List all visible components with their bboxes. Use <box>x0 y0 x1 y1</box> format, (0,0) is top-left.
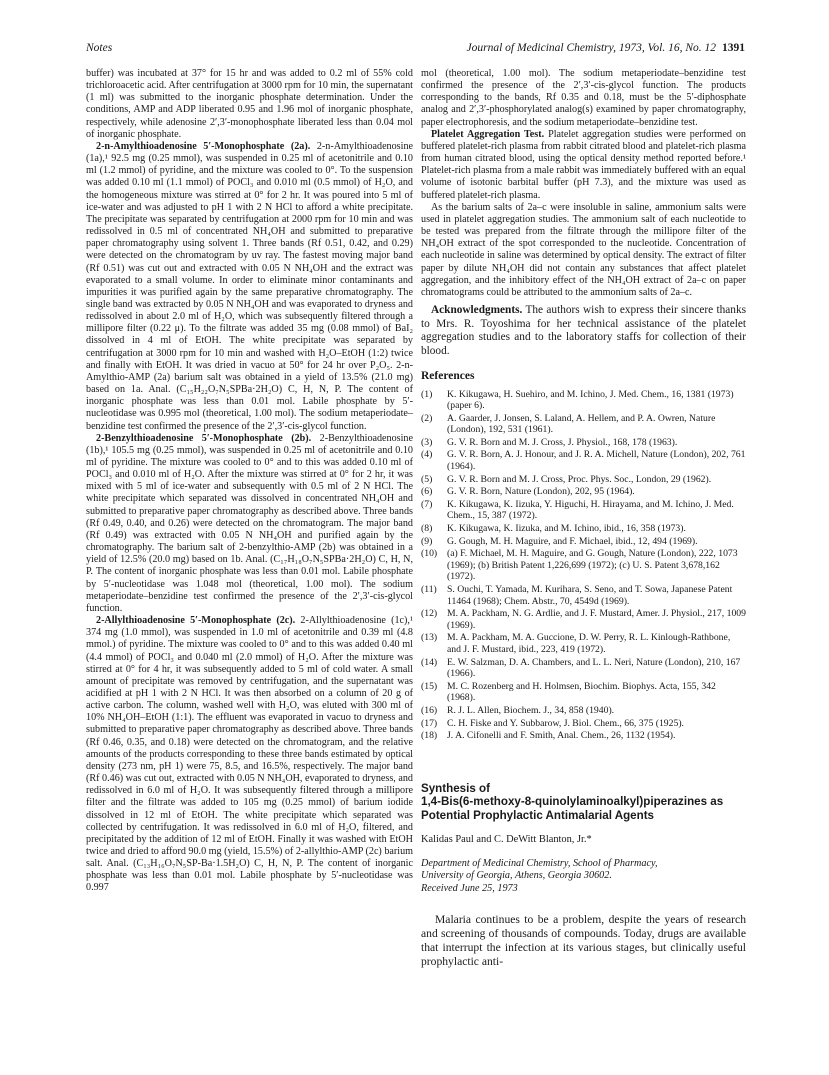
article-title-line-1: Synthesis of <box>421 781 490 795</box>
paragraph-2b-body: 2-Benzylthioadenosine (1b),¹ 105.5 mg (0.25 mmol), was suspended in 0.25 ml of acetonitrile and 0.10 ml of pyridine. The mixture was cooled to 0° and to this was added 0.10 ml of POCl₃ and 0.010 ml of H₂O. After the mixture was stirred at 0° for 2 hr, it was mixed with 5 ml of ice-water and subsequently with 0.5 ml of 2 N HCl. The white precipitate which separated was dissolved in concentrated NH₄OH and submitted to preparative paper chromatography as described above. Three bands (Rf 0.49, 0.40, and 0.26) were detected on the chromatogram. The major band (Rf 0.49) was extracted with 0.05 N NH₄OH and purified again by the chromatography. The barium salt of 2-benzylthio-AMP (2b) was obtained in a yield of 12.5% (20.0 mg) based on 1b. Anal. (C₁₇H₁₈O₇N₅SPBa·2H₂O) C, H, N, P. The content of inorganic phosphate was less than 0.01 mol. Labile phosphate by 5′-nucleotidase was 1.048 mol (theoretical, 1.00 mol). The sodium metaperiodate–benzidine test confirmed the presence of the 2′,3′-cis-glycol function. <box>86 432 413 614</box>
reference-item <box>421 499 746 522</box>
references-heading: References <box>421 370 475 383</box>
reference-number: (18) <box>421 730 438 742</box>
reference-number: (13) <box>421 632 438 644</box>
reference-number: (17) <box>421 717 438 729</box>
reference-item <box>421 389 746 412</box>
left-column <box>86 68 413 895</box>
reference-item <box>421 608 746 631</box>
reference-text: R. J. L. Allen, Biochem. J., 34, 858 (1940). <box>447 704 615 716</box>
reference-item <box>421 632 746 655</box>
page-number: 1391 <box>722 42 745 54</box>
paragraph-platelet-body: Platelet aggregation studies were performed on buffered platelet-rich plasma from rabbit citrated blood and platelet-rich plasma from human citrated blood, using the optical density method reported before.¹ Platelet-rich plasma from a male rabbit was immediately buffered with an equal volume of isotonic barbital buffer (pH 7.3), and the mixture was used as buffered platelet-rich plasma. <box>421 128 746 201</box>
right-column <box>421 68 746 970</box>
reference-item <box>421 523 746 535</box>
paragraph-2a-body: 2-n-Amylthioadenosine (1a),¹ 92.5 mg (0.25 mmol), was suspended in 0.25 ml of acetonitrile and 0.10 ml (1.2 mmol) of pyridine, and the mixture was cooled to 0°. To the suspension was added 0.10 ml (1.1 mmol) of POCl₃ and 0.010 ml (0.5 mmol) of H₂O, and the homogeneous mixture was stirred at 0° for 2 hr. It was poured into 5 ml of ice-water and was adjusted to pH 1 with 2 N HCl to afford a white precipitate. The precipitate was separated by centrifugation at 2000 rpm for 10 min and was redissolved in 0.5 ml of concentrated NH₄OH and submitted to preparative paper chromatography using solvent 1. Three bands (Rf 0.51, 0.42, and 0.29) were detected on the chromatogram by uv ray. The fastest moving major band (Rf 0.51) was cut out and extracted with 0.05 N NH₄OH and the extract was evaporated to a small volume. In order to eliminate minor contaminants and impurities it was purified again by the same preparative chromatography. The single band was extracted by 0.05 N NH₄OH and was evaporated to dryness and redissolved in about 2.0 ml of H₂O, which was subsequently filtered through a millipore filter (0.22 μ). To the filtrate was added 35 mg (0.08 mmol) of BaI₂ dissolved in 4 ml of EtOH. The white precipitate was separated by centrifugation at 3000 rpm for 10 min and washed with H₂O–EtOH (1:2) twice and finally with EtOH. It was dried in vacuo at 50° for 24 hr over P₂O₅. 2-n-Amylthio-AMP (2a) barium salt was obtained in a yield of 13.5% (21.0 mg) based on 1a. Anal. (C₁₅H₂₂O₇N₅SPBa·2H₂O) C, H, N, P. The content of inorganic phosphate was less than 0.01 mol. Labile phosphate by 5′-nucleotidase was 0.995 mol (theoretical, 1.00 mol). The sodium metaperiodate–benzidine test confirmed the presence of the 2′,3′-cis-glycol function. <box>86 140 413 432</box>
acknowledgments-heading: Acknowledgments. <box>431 303 523 316</box>
journal-name: Journal of Medicinal Chemistry, 1973, Vol. 16, No. 12 <box>466 42 716 54</box>
reference-item <box>421 449 746 472</box>
reference-item <box>421 681 746 704</box>
article-authors: Kalidas Paul and C. DeWitt Blanton, Jr.* <box>421 833 592 845</box>
reference-text: G. V. R. Born and M. J. Cross, Proc. Phys. Soc., London, 29 (1962). <box>447 473 712 485</box>
reference-number: (5) <box>421 473 433 485</box>
reference-item <box>421 413 746 436</box>
reference-item <box>421 657 746 680</box>
article-affiliation <box>421 858 746 895</box>
paragraph-2b <box>86 433 413 615</box>
section-label: Notes <box>86 42 113 54</box>
reference-text: G. Gough, M. H. Maguire, and F. Michael, ibid., 12, 494 (1969). <box>447 535 698 547</box>
reference-text: C. H. Fiske and Y. Subbarow, J. Biol. Chem., 66, 375 (1925). <box>447 717 684 729</box>
article-title-line-2: 1,4-Bis(6-methoxy-8-quinolylaminoalkyl)piperazines as <box>421 795 724 809</box>
acknowledgments-body: The authors wish to express their sincere thanks to Mrs. R. Toyoshima for her technical assistance of the platelet aggregation studies and to the laboratory staffs for collection of their blood. <box>421 303 746 357</box>
received-date: Received June 25, 1973 <box>421 882 518 894</box>
reference-text: M. C. Rozenberg and H. Holmsen, Biochim. Biophys. Acta, 155, 342 (1968). <box>447 680 716 704</box>
affiliation-line-1: Department of Medicinal Chemistry, School of Pharmacy, <box>421 858 658 870</box>
reference-number: (7) <box>421 498 433 510</box>
reference-text: G. V. R. Born, A. J. Honour, and J. R. A. Michell, Nature (London), 202, 761 (1964). <box>447 449 746 473</box>
reference-item <box>421 718 746 730</box>
affiliation-line-2: University of Georgia, Athens, Georgia 30602. <box>421 870 612 882</box>
reference-item <box>421 705 746 717</box>
reference-item <box>421 536 746 548</box>
paragraph-barium-salts: As the barium salts of 2a–c were insoluble in saline, ammonium salts were used in platelet aggregation studies. The ammonium salt of each nucleotide to be tested was prepared from the filtrate through the millipore filter of the NH₄OH extract of the spot corresponded to the nucleotide. Concentration of each nucleotide in saline was determined by optical density. The extract of filter paper by dilute NH₄OH did not contain any substances that affect platelet aggregation, and the inhibitory effect of the NH₄OH extract of 2a–c on paper chromatograms could be attributed to the ammonium salts of 2a–c. <box>421 201 746 298</box>
running-header <box>86 42 745 58</box>
paragraph-platelet-test <box>421 129 746 202</box>
reference-number: (2) <box>421 412 433 424</box>
article-intro: Malaria continues to be a problem, despite the years of research and screening of thousands of compounds. Today, drugs are available that interrupt the infection at its various stages, but clinically useful prophylactic anti- <box>421 912 746 969</box>
run-in-heading-platelet: Platelet Aggregation Test. <box>431 128 545 140</box>
reference-text: K. Kikugawa, K. Iizuka, and M. Ichino, ibid., 16, 358 (1973). <box>447 523 686 535</box>
reference-text: G. V. R. Born, Nature (London), 202, 95 (1964). <box>447 486 635 498</box>
reference-item <box>421 474 746 486</box>
reference-item <box>421 486 746 498</box>
reference-text: K. Kikugawa, H. Suehiro, and M. Ichino, J. Med. Chem., 16, 1381 (1973) (paper 6). <box>447 388 734 412</box>
reference-text: G. V. R. Born and M. J. Cross, J. Physiol., 168, 178 (1963). <box>447 436 678 448</box>
reference-text: (a) F. Michael, M. H. Maguire, and G. Gough, Nature (London), 222, 1073 (1969); (b) British Patent 1,226,699 (1972); (c) U. S. Patent 3,678,162 (1972). <box>447 548 738 583</box>
paragraph-2a <box>86 141 413 433</box>
reference-list <box>421 389 746 742</box>
reference-text: S. Ouchi, T. Yamada, M. Kurihara, S. Seno, and T. Sowa, Japanese Patent 11464 (1968); Chem. Abstr., 70, 4549d (1969). <box>447 584 733 607</box>
article-title <box>421 782 746 822</box>
reference-number: (15) <box>421 680 438 692</box>
reference-number: (14) <box>421 656 438 668</box>
run-in-heading-2a: 2-n-Amylthioadenosine 5′-Monophosphate (2a). <box>96 140 311 152</box>
reference-number: (12) <box>421 608 438 620</box>
reference-item <box>421 437 746 449</box>
reference-number: (4) <box>421 449 433 461</box>
reference-number: (9) <box>421 535 433 547</box>
reference-item <box>421 548 746 583</box>
run-in-heading-2b: 2-Benzylthioadenosine 5′-Monophosphate (2b). <box>96 432 312 444</box>
reference-number: (1) <box>421 388 433 400</box>
reference-number: (10) <box>421 548 438 560</box>
reference-number: (8) <box>421 523 433 535</box>
reference-text: A. Gaarder, J. Jonsen, S. Laland, A. Hellem, and P. A. Owren, Nature (London), 192, 531 (1961). <box>447 412 716 436</box>
run-in-heading-2c: 2-Allylthioadenosine 5′-Monophosphate (2c). <box>96 615 296 627</box>
reference-text: M. A. Packham, M. A. Guccione, D. W. Perry, R. L. Kinlough-Rathbone, and J. F. Mustard, ibid., 223, 419 (1972). <box>447 632 731 655</box>
reference-item <box>421 730 746 742</box>
reference-text: M. A. Packham, N. G. Ardlie, and J. F. Mustard, Amer. J. Physiol., 217, 1009 (1969). <box>447 608 746 631</box>
acknowledgments <box>421 304 746 358</box>
reference-text: J. A. Cifonelli and F. Smith, Anal. Chem., 26, 1132 (1954). <box>447 730 676 742</box>
reference-number: (3) <box>421 436 433 448</box>
article-title-line-3: Potential Prophylactic Antimalarial Agents <box>421 808 655 822</box>
paragraph-continuation: buffer) was incubated at 37° for 15 hr and was added to 0.2 ml of 55% cold trichloroacetic acid. After centrifugation at 3000 rpm for 10 min, the supernatant (1 ml) was submitted to the inorganic phosphate determination. Under the conditions, AMP and ADP liberated 0.95 and 1.96 mol of inorganic phosphate, respectively, while adenosine 2′,3′-monophosphate liberated less than 0.04 mol of inorganic phosphate. <box>86 68 413 140</box>
reference-text: K. Kikugawa, K. Iizuka, Y. Higuchi, H. Hirayama, and M. Ichino, J. Med. Chem., 15, 387 (1972). <box>447 498 734 522</box>
reference-item <box>421 584 746 607</box>
paragraph-2c <box>86 615 413 895</box>
paragraph-continuation-right: mol (theoretical, 1.00 mol). The sodium metaperiodate–benzidine test confirmed the presence of the 2′,3′-cis-glycol function. The products corresponding to the bands, Rf 0.35 and 0.18, must be the 5′-diphosphate analog and 2′,3′-phosphorylated analog(s) examined by paper chromatography, paper electrophoresis, and the sodium metaperiodate–benzidine test. <box>421 68 746 128</box>
reference-number: (11) <box>421 584 437 595</box>
reference-number: (6) <box>421 486 433 498</box>
journal-citation <box>467 42 745 54</box>
paragraph-2c-body: 2-Allylthioadenosine (1c),¹ 374 mg (1.0 mmol), was suspended in 1.0 ml of acetonitrile and 0.39 ml (4.8 mmol.) of pyridine. The mixture was cooled to 0° and to this was added 0.40 ml (4.4 mmol) of POCl₃ and 0.040 ml (2.0 mmol) of H₂O. After the mixture was stirred at 0° for 4 hr, it was subsequently added to 5 ml of cold water. A small amount of precipitate was removed by centrifugation, and the supernatant was acidified at pH 1 with 2 N HCl. It was then absorbed on a column of 20 g of active carbon. The column, washed well with H₂O, was eluted with 300 ml of 10% NH₄OH–EtOH (1:1). The effluent was evaporated in vacuo to dryness and submitted to preparative paper chromatography as described above. Three bands (Rf 0.46, 0.35, and 0.18) were detected on the chromatogram, and the relative amounts of the products corresponding to these three bands estimated by optical density (273 nm, pH 1) were 75, 8.5, and 16.5%, respectively. The major band (Rf 0.46) was cut out, extracted with 0.05 N NH₄OH, evaporated to dryness, and redissolved in 6.0 ml of H₂O. It was subsequently filtered through a millipore filter and the filtrate was added to 105 mg (0.25 mmol) of barium iodide dissolved in 12 ml of EtOH. The white precipitate which separated was collected by centrifugation. It was redissolved in 6.0 ml of H₂O, filtered, and precipitated by the addition of 12 ml of EtOH. Finally it was washed with EtOH twice and dried to afford 90.0 mg (yield, 15.5%) of 2-allylthio-AMP (2c) barium salt. Anal. (C₁₃H₁₆O₇N₅SP-Ba·1.5H₂O) C, H, N, P. The content of inorganic phosphate was less than 0.01 mol. Labile phosphate by 5′-nucleotidase was 0.997 <box>86 615 414 894</box>
reference-number: (16) <box>421 704 438 716</box>
reference-text: E. W. Salzman, D. A. Chambers, and L. L. Neri, Nature (London), 210, 167 (1966). <box>447 656 741 680</box>
